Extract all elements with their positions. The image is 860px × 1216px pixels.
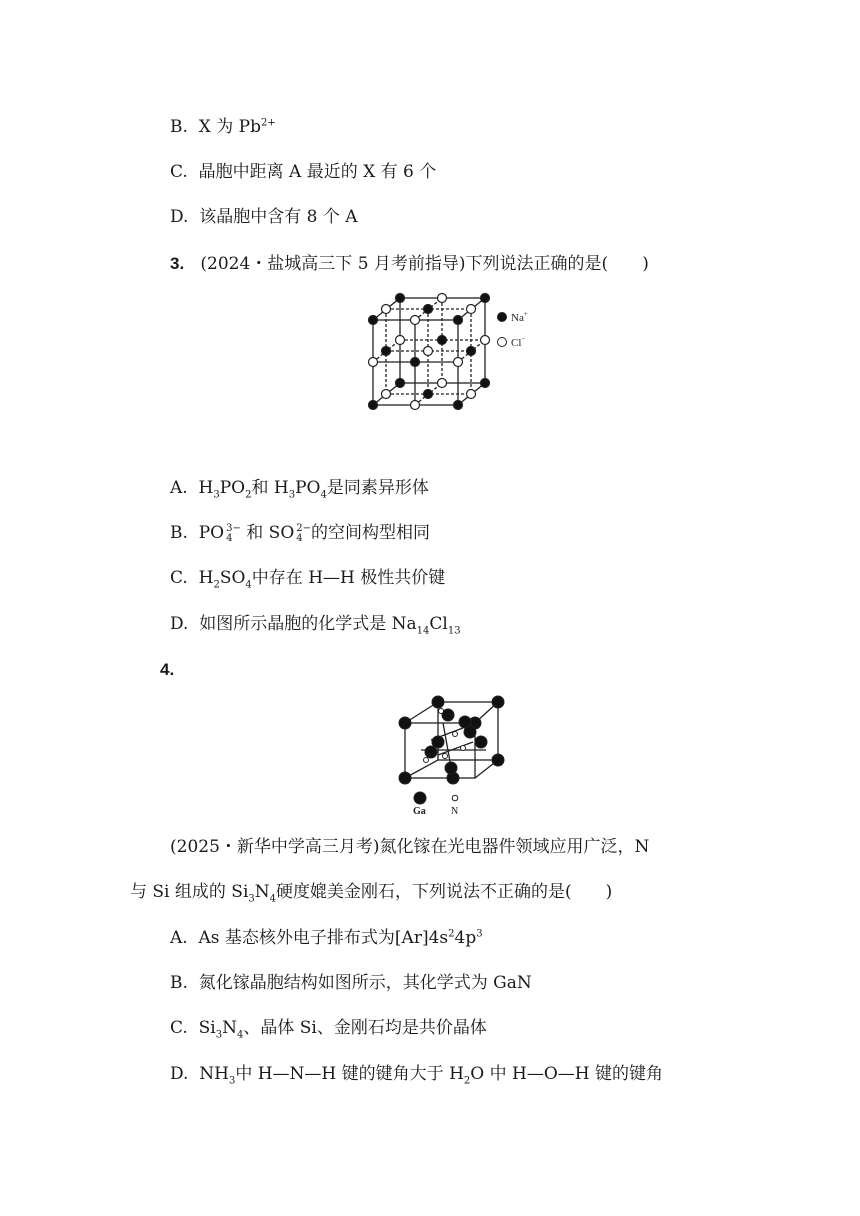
q3-option-d: D. 如图所示晶胞的化学式是 $Na_{14}Cl_{13}$	[170, 614, 461, 637]
q4-option-c: C. $Si_3N_4$、晶体 Si、金刚石均是共价晶体	[170, 1018, 487, 1041]
q3-number: 3.	[170, 254, 185, 273]
q3-option-b: B. PO 3− 4 和 SO 2− 4 的空间构型相同	[170, 522, 431, 544]
q4-number: 4.	[160, 660, 175, 679]
svg-text:Na+: Na+	[511, 310, 528, 324]
gan-unit-cell-diagram	[393, 690, 513, 815]
q2-option-d: D. 该晶胞中含有 8 个 A	[170, 207, 358, 227]
q4-option-d: D. $NH_3$中 H—N—H 键的键角大于 $H_2O$ 中 H—O—H 键的键角	[170, 1064, 664, 1087]
q4-option-a: A. As 基态核外电子排布式为$[Ar]4s^24p^3$	[170, 928, 483, 948]
q3-option-c: C. $H_2SO_4$中存在 H—H 极性共价键	[170, 568, 446, 591]
na-legend-label: Na	[511, 312, 524, 324]
cl-legend-label: Cl	[511, 337, 522, 349]
q2-option-b: B. X 为 $Pb^{2+}$	[170, 117, 276, 137]
na-legend-marker	[498, 313, 507, 322]
q2-option-c: C. 晶胞中距离 A 最近的 X 有 6 个	[170, 162, 437, 182]
n-legend-marker	[452, 795, 458, 801]
q4-number-line	[160, 658, 174, 682]
q3-option-a: A. $H_3PO_2$和 $H_3PO_4$是同素异形体	[170, 478, 429, 501]
cl-legend-marker	[498, 338, 507, 347]
q4-stem-line1: (2025・新华中学高三月考)氮化镓在光电器件领域应用广泛，N	[170, 837, 650, 857]
n-legend-label: N	[451, 806, 459, 815]
nacl-unit-cell-diagram	[365, 290, 545, 415]
q4-option-b: B. 氮化镓晶胞结构如图所示，其化学式为 GaN	[170, 973, 532, 993]
svg-text:Cl−: Cl−	[511, 335, 526, 349]
q4-stem-line2: 与 Si 组成的 $Si_3N_4$硬度媲美金刚石，下列说法不正确的是( )	[130, 882, 613, 905]
ga-legend-marker	[414, 792, 426, 804]
q3-stem: 3. (2024・盐城高三下 5 月考前指导)下列说法正确的是( )	[170, 254, 649, 274]
ga-legend-label: Ga	[413, 806, 426, 815]
